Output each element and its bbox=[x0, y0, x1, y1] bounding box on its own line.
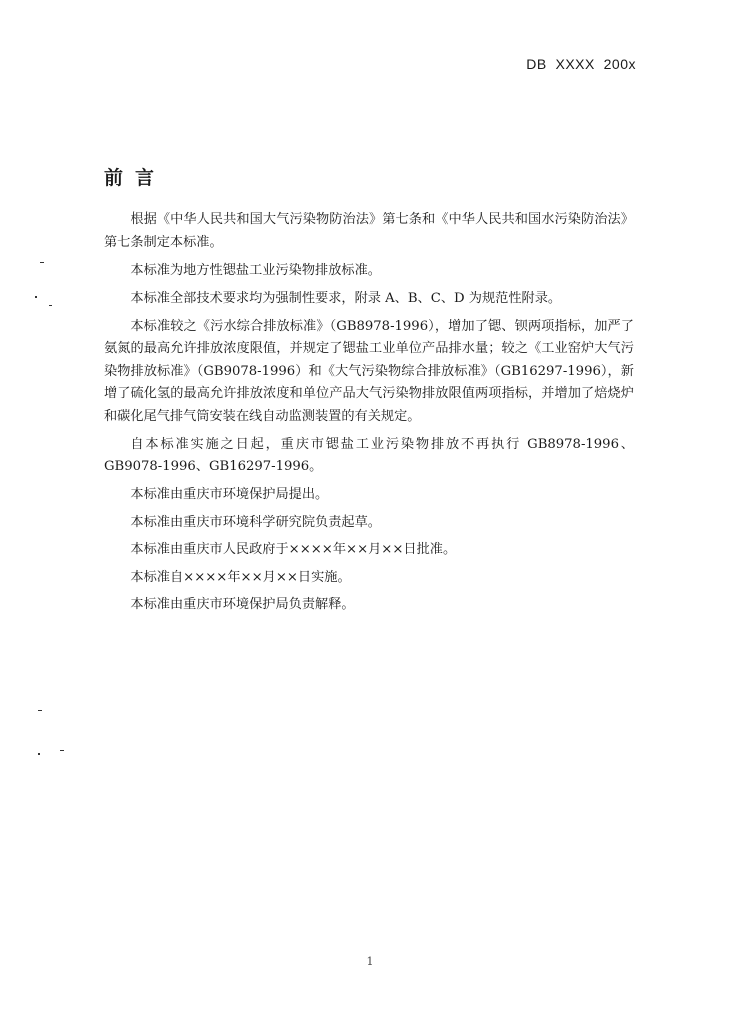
page-title: 前言 bbox=[104, 167, 167, 189]
paragraph-scope: 本标准为地方性锶盐工业污染物排放标准。 bbox=[130, 262, 381, 278]
scan-speck bbox=[38, 710, 42, 711]
paragraph-comparison: 本标准较之《污水综合排放标准》（GB8978-1996），增加了锶、钡两项指标，加严了氨氮的最高允许排放浓度限值，并规定了锶盐工业单位产品排水量；较之《工业窑炉大气污染物排放标准》（GB9078-1996）和《大气污染物综合排放标准》（GB16297-1996），新增了硫化氢的最高允许排放浓度和单位产品大气污染物排放限值两项指标，并增加了焙烧炉和碳化尾气排气筒安装在线自动监测装置的有关规定。 bbox=[104, 318, 634, 424]
scan-speck bbox=[49, 305, 52, 306]
page-number: 1 bbox=[366, 955, 374, 968]
document-body bbox=[104, 209, 634, 622]
scan-speck bbox=[35, 296, 37, 298]
paragraph-replacement: 自本标准实施之日起，重庆市锶盐工业污染物排放不再执行 GB8978-1996、GB9078-1996、GB16297-1996。 bbox=[104, 436, 634, 474]
paragraph-proposer: 本标准由重庆市环境保护局提出。 bbox=[130, 487, 329, 502]
scan-speck bbox=[38, 753, 40, 755]
paragraph-implementation: 本标准自××××年××月××日实施。 bbox=[130, 569, 351, 585]
paragraph-approval: 本标准由重庆市人民政府于××××年××月××日批准。 bbox=[130, 542, 457, 557]
paragraph-drafter: 本标准由重庆市环境科学研究院负责起草。 bbox=[130, 514, 381, 530]
document-code: DB XXXX 200x bbox=[526, 56, 636, 72]
paragraph-legal-basis: 根据《中华人民共和国大气污染物防治法》第七条和《中华人民共和国水污染防治法》第七条制定本标准。 bbox=[104, 212, 634, 250]
paragraph-interpretation: 本标准由重庆市环境保护局负责解释。 bbox=[130, 597, 355, 612]
scan-speck bbox=[60, 750, 64, 751]
paragraph-mandatory: 本标准全部技术要求均为强制性要求，附录 A、B、C、D 为规范性附录。 bbox=[130, 290, 562, 306]
scan-speck bbox=[40, 262, 44, 263]
